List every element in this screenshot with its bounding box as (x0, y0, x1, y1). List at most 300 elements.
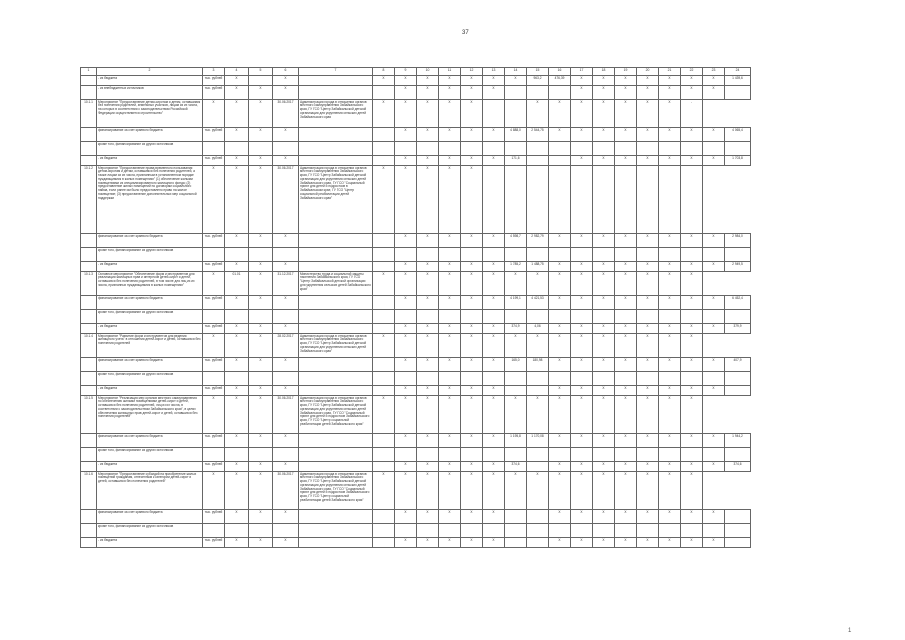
header-cell: 22 (681, 68, 703, 76)
table-cell: Х (637, 462, 659, 472)
table-cell: Х (615, 234, 637, 248)
header-cell: 10 (417, 68, 439, 76)
table-cell (373, 324, 395, 334)
table-cell (461, 310, 483, 324)
table-cell: Администрация города в отношении органов местного самоуправления Забайкальского края, ГУ ГСО "Центр Забайкальской детской организации для укрупнения сельских детей Забайкальского края (299, 100, 373, 128)
row-name-cell: - из бюджета (97, 324, 203, 334)
table-cell (527, 510, 549, 524)
table-cell: 1 195,8 (505, 434, 527, 448)
table-cell: Х (549, 334, 571, 358)
table-cell: Х (659, 462, 681, 472)
table-cell: Х (681, 262, 703, 272)
table-cell: Х (395, 324, 417, 334)
table-cell: Х (637, 262, 659, 272)
table-cell (725, 524, 751, 538)
table-cell: Х (461, 262, 483, 272)
table-cell: Х (571, 272, 593, 296)
table-cell: Х (249, 86, 273, 100)
table-cell (527, 462, 549, 472)
table-cell (527, 248, 549, 262)
table-cell (505, 166, 527, 234)
table-cell: Х (249, 510, 273, 524)
table-cell: 1 170,08 (527, 434, 549, 448)
table-cell (527, 86, 549, 100)
table-cell: Х (439, 472, 461, 510)
table-cell: Х (439, 510, 461, 524)
table-cell: Х (273, 86, 299, 100)
row-number-cell (81, 156, 97, 166)
table-cell: Х (659, 128, 681, 142)
table-cell: Х (681, 156, 703, 166)
table-cell: Х (225, 434, 249, 448)
table-cell: Администрация города в отношении органов местного самоуправления Забайкальского края, ГУ ГСО "Центр Забайкальской детской организации для укрупнения сельских детей Забайкальского края, ГУ ГСО "Социальный приют для детей и подростков Забайкальского края, ГУ ГСО "Центр социальной реабилитации детей Забайкальского края" (299, 472, 373, 510)
table-cell: Х (659, 472, 681, 510)
row-name-cell: Мероприятие "Предоставление права временного пользования детям-сиротам и детям, оставшимся без попечения родителей, а также лицам из их числа, признанным в установленном порядке нуждающимися в жилых помещениях" (1) обеспечение жилыми помещениями из специализированного жилищного фонда; (2) предоставление жилых помещений по договорам социального найма, если ранее им было предоставлено право на жилое помещение; (3) предоставление дополнительных мер социальной поддержки (97, 166, 203, 234)
table-cell: Х (395, 296, 417, 310)
table-cell: Х (249, 434, 273, 448)
table-cell (417, 448, 439, 462)
table-cell: Х (225, 358, 249, 372)
table-cell: Х (703, 510, 725, 524)
table-cell (373, 524, 395, 538)
table-cell (417, 248, 439, 262)
table-cell (593, 372, 615, 386)
row-name-cell: - из внебюджетных источников (97, 86, 203, 100)
header-cell: 18 (593, 68, 615, 76)
table-cell: Х (249, 396, 273, 434)
table-cell (373, 372, 395, 386)
table-cell: Х (417, 128, 439, 142)
table-cell (659, 166, 681, 234)
table-cell: Х (225, 86, 249, 100)
table-row (81, 128, 751, 142)
table-cell: Х (483, 396, 505, 434)
table-cell: Х (571, 538, 593, 548)
table-cell (593, 524, 615, 538)
table-cell (725, 448, 751, 462)
table-cell: 30.06.2017 (273, 166, 299, 234)
table-cell: тыс. рублей (203, 234, 225, 248)
table-cell: 1 785,2 (505, 262, 527, 272)
header-cell: 17 (571, 68, 593, 76)
table-cell: Х (615, 86, 637, 100)
table-cell: Х (549, 386, 571, 396)
table-cell: Х (439, 462, 461, 472)
table-cell: Х (681, 234, 703, 248)
row-number-cell (81, 234, 97, 248)
table-cell (593, 448, 615, 462)
table-cell (299, 86, 373, 100)
table-cell: Х (505, 396, 527, 434)
table-cell: Х (549, 296, 571, 310)
table-cell (505, 142, 527, 156)
row-name-cell: Основное мероприятие "Обеспечение форм и инструментов для реализации жилищных прав и интересов детей-сирот и детей, оставшихся без попечения родителей, в том числе для лиц из их числа, признанных нуждающимися в жилых помещениях" (97, 272, 203, 296)
table-cell: Х (549, 128, 571, 142)
table-cell (373, 296, 395, 310)
table-cell: Х (483, 510, 505, 524)
table-cell: Х (417, 386, 439, 396)
table-row (81, 86, 751, 100)
table-cell: Х (549, 100, 571, 128)
table-cell: Х (395, 128, 417, 142)
table-cell (299, 372, 373, 386)
table-cell: Х (681, 538, 703, 548)
table-cell: Х (549, 510, 571, 524)
table-cell (571, 372, 593, 386)
table-cell: Х (439, 324, 461, 334)
table-cell: Х (203, 396, 225, 434)
table-cell: тыс. рублей (203, 386, 225, 396)
table-cell (225, 248, 249, 262)
table-cell (505, 372, 527, 386)
table-cell (483, 248, 505, 262)
table-cell: Х (439, 86, 461, 100)
table-cell (505, 448, 527, 462)
table-cell: Х (571, 76, 593, 86)
table-cell (373, 434, 395, 448)
table-cell: Х (273, 510, 299, 524)
table-cell: Х (439, 358, 461, 372)
table-row (81, 510, 751, 524)
row-name-cell: - из бюджета (97, 262, 203, 272)
table-cell: Х (593, 462, 615, 472)
table-cell (725, 142, 751, 156)
table-cell (615, 142, 637, 156)
table-cell (299, 434, 373, 448)
table-cell (203, 524, 225, 538)
table-cell (249, 142, 273, 156)
table-cell (395, 310, 417, 324)
header-cell: 11 (439, 68, 461, 76)
table-cell: Х (373, 166, 395, 234)
table-cell: Х (483, 234, 505, 248)
table-cell: Х (681, 272, 703, 296)
header-cell: 7 (299, 68, 373, 76)
table-cell: тыс. рублей (203, 76, 225, 86)
table-cell: Х (681, 386, 703, 396)
table-cell (273, 524, 299, 538)
table-cell: Х (225, 472, 249, 510)
row-name-cell: кроме того, финансирование из других источников (97, 310, 203, 324)
table-row (81, 386, 751, 396)
table-cell: Х (593, 86, 615, 100)
table-cell: Х (681, 334, 703, 358)
table-cell: тыс. рублей (203, 462, 225, 472)
row-number-cell: 10.1.3 (81, 272, 97, 296)
table-cell (395, 524, 417, 538)
row-number-cell (81, 386, 97, 396)
table-cell (417, 372, 439, 386)
table-cell: Х (395, 334, 417, 358)
table-cell (483, 142, 505, 156)
table-cell: Х (593, 296, 615, 310)
table-cell (461, 372, 483, 386)
table-cell: Х (395, 386, 417, 396)
table-cell (703, 448, 725, 462)
table-cell: Х (637, 386, 659, 396)
table-cell (203, 248, 225, 262)
table-cell (659, 448, 681, 462)
table-cell: Х (461, 272, 483, 296)
table-cell: Х (571, 358, 593, 372)
row-number-cell (81, 296, 97, 310)
table-row (81, 324, 751, 334)
table-cell: Х (273, 76, 299, 86)
row-name-cell: кроме того, финансирование из других источников (97, 448, 203, 462)
table-cell: Х (273, 324, 299, 334)
table-cell: Х (439, 100, 461, 128)
table-cell (249, 248, 273, 262)
table-cell: 01.01 (225, 272, 249, 296)
table-row (81, 272, 751, 296)
header-cell: 15 (527, 68, 549, 76)
table-cell: Х (273, 234, 299, 248)
table-row (81, 434, 751, 448)
table-cell (505, 248, 527, 262)
table-cell (483, 166, 505, 234)
table-cell: Х (417, 76, 439, 86)
table-cell (505, 100, 527, 128)
table-cell (593, 248, 615, 262)
table-cell: Х (483, 462, 505, 472)
table-cell: Х (461, 166, 483, 234)
table-cell: Х (461, 358, 483, 372)
table-cell (299, 448, 373, 462)
table-cell: Х (225, 334, 249, 358)
table-cell: Х (461, 386, 483, 396)
table-cell: 2 949,5 (725, 262, 751, 272)
table-cell: Х (637, 76, 659, 86)
table-cell: Х (439, 434, 461, 448)
table-cell (395, 248, 417, 262)
table-cell (681, 166, 703, 234)
table-cell: Х (571, 510, 593, 524)
table-cell: Х (571, 472, 593, 510)
table-cell (373, 234, 395, 248)
table-cell: Х (225, 100, 249, 128)
table-cell: Х (637, 324, 659, 334)
table-cell (225, 524, 249, 538)
table-cell: 4 065,4 (725, 128, 751, 142)
table-cell (527, 538, 549, 548)
table-cell: Х (249, 538, 273, 548)
table-cell (725, 538, 751, 548)
row-name-cell: финансирование за счет краевого бюджета (97, 358, 203, 372)
table-cell: Х (681, 510, 703, 524)
row-number-cell (81, 372, 97, 386)
table-cell: Х (461, 434, 483, 448)
table-cell: Х (659, 324, 681, 334)
table-cell: тыс. рублей (203, 434, 225, 448)
table-cell: Х (703, 86, 725, 100)
row-name-cell: финансирование за счет краевого бюджета (97, 234, 203, 248)
table-cell: Х (225, 296, 249, 310)
table-cell: Х (571, 386, 593, 396)
table-cell (549, 248, 571, 262)
table-cell: Х (249, 234, 273, 248)
table-cell: Х (659, 100, 681, 128)
table-cell (273, 310, 299, 324)
table-cell: Х (395, 86, 417, 100)
program-table (80, 67, 751, 548)
table-row (81, 538, 751, 548)
table-cell: тыс. рублей (203, 510, 225, 524)
table-cell: Х (483, 386, 505, 396)
row-name-cell: финансирование за счет краевого бюджета (97, 434, 203, 448)
table-cell (395, 142, 417, 156)
header-cell: 3 (203, 68, 225, 76)
table-cell (703, 524, 725, 538)
table-cell (593, 166, 615, 234)
table-cell: Х (659, 538, 681, 548)
table-cell: Х (439, 386, 461, 396)
table-cell (299, 128, 373, 142)
table-cell: Х (395, 510, 417, 524)
table-cell (373, 262, 395, 272)
table-cell: Х (549, 538, 571, 548)
table-cell (417, 142, 439, 156)
table-cell: 476,39 (549, 76, 571, 86)
table-cell (299, 358, 373, 372)
table-cell: Х (615, 334, 637, 358)
table-cell: Х (615, 538, 637, 548)
table-cell (225, 448, 249, 462)
table-row (81, 156, 751, 166)
table-cell: Х (615, 272, 637, 296)
table-cell: Х (703, 76, 725, 86)
table-cell (373, 448, 395, 462)
table-cell: тыс. рублей (203, 324, 225, 334)
table-cell: Х (703, 386, 725, 396)
table-cell: Х (203, 334, 225, 358)
table-cell (549, 310, 571, 324)
table-cell (273, 448, 299, 462)
table-cell: 31.12.2017 (273, 272, 299, 296)
table-cell (299, 296, 373, 310)
table-cell: 6 452,4 (725, 296, 751, 310)
table-cell (373, 128, 395, 142)
table-cell (373, 358, 395, 372)
header-cell: 5 (249, 68, 273, 76)
table-cell (571, 524, 593, 538)
table-cell (439, 448, 461, 462)
table-cell: Х (637, 86, 659, 100)
table-cell (681, 372, 703, 386)
row-name-cell: - из бюджета (97, 538, 203, 548)
table-cell: Х (593, 334, 615, 358)
table-cell: Х (659, 272, 681, 296)
table-cell: Х (417, 100, 439, 128)
table-cell (299, 524, 373, 538)
table-cell: Х (615, 100, 637, 128)
table-cell: Х (593, 324, 615, 334)
table-cell (225, 310, 249, 324)
table-cell: Х (439, 334, 461, 358)
table-cell (549, 142, 571, 156)
table-cell: Х (703, 156, 725, 166)
table-cell: Х (637, 472, 659, 510)
table-cell (299, 510, 373, 524)
table-cell (593, 310, 615, 324)
table-cell: Х (549, 324, 571, 334)
table-cell: Х (225, 510, 249, 524)
table-cell: 30.06.2017 (273, 472, 299, 510)
table-cell: Х (637, 234, 659, 248)
table-cell: 1 703,8 (725, 156, 751, 166)
table-row (81, 296, 751, 310)
table-cell: Х (593, 358, 615, 372)
row-number-cell (81, 510, 97, 524)
table-cell (299, 76, 373, 86)
row-number-cell (81, 524, 97, 538)
row-name-cell: кроме того, финансирование из других источников (97, 372, 203, 386)
table-cell (527, 166, 549, 234)
table-cell: Х (417, 156, 439, 166)
table-cell: Х (439, 262, 461, 272)
table-cell: Х (593, 156, 615, 166)
table-cell (615, 248, 637, 262)
row-name-cell: кроме того, финансирование из других источников (97, 524, 203, 538)
table-cell (249, 76, 273, 86)
table-cell: Х (549, 472, 571, 510)
table-cell: 180,98 (527, 358, 549, 372)
table-cell: Х (637, 538, 659, 548)
table-cell: - (681, 100, 703, 128)
table-cell (373, 538, 395, 548)
table-cell: 379,9 (725, 324, 751, 334)
table-cell: Х (571, 156, 593, 166)
table-cell (703, 142, 725, 156)
table-cell: Х (681, 324, 703, 334)
table-cell: Х (225, 156, 249, 166)
table-cell: Х (593, 396, 615, 434)
table-cell: Х (615, 472, 637, 510)
table-cell (249, 448, 273, 462)
table-cell: Х (659, 86, 681, 100)
table-cell (637, 166, 659, 234)
table-cell: Х (703, 128, 725, 142)
table-cell (505, 386, 527, 396)
table-cell (527, 372, 549, 386)
table-cell: Х (571, 86, 593, 100)
table-cell (373, 310, 395, 324)
header-cell: 1 (81, 68, 97, 76)
table-cell (549, 86, 571, 100)
table-cell (725, 310, 751, 324)
table-cell (615, 524, 637, 538)
table-cell: Х (593, 386, 615, 396)
table-cell: Х (439, 128, 461, 142)
row-name-cell: финансирование за счет краевого бюджета (97, 128, 203, 142)
table-cell: Х (593, 234, 615, 248)
table-cell: Х (571, 100, 593, 128)
table-body (81, 68, 751, 548)
table-cell (549, 448, 571, 462)
table-cell: Х (571, 262, 593, 272)
row-name-cell: Мероприятие "Предоставление детям-сиротам и детям, оставшимся без попечения родителей, земельных участков, лицам из их числа, на которых в соответствии с законодательством Российской Федерации осуществляется строительство" (97, 100, 203, 128)
table-cell: Х (549, 358, 571, 372)
table-cell: Х (461, 296, 483, 310)
table-cell (615, 310, 637, 324)
table-cell: Х (659, 76, 681, 86)
table-cell: Х (249, 462, 273, 472)
table-cell: Х (373, 472, 395, 510)
table-cell: Х (461, 472, 483, 510)
table-cell (483, 100, 505, 128)
table-cell (505, 524, 527, 538)
table-cell: 374,6 (725, 462, 751, 472)
table-cell (249, 310, 273, 324)
